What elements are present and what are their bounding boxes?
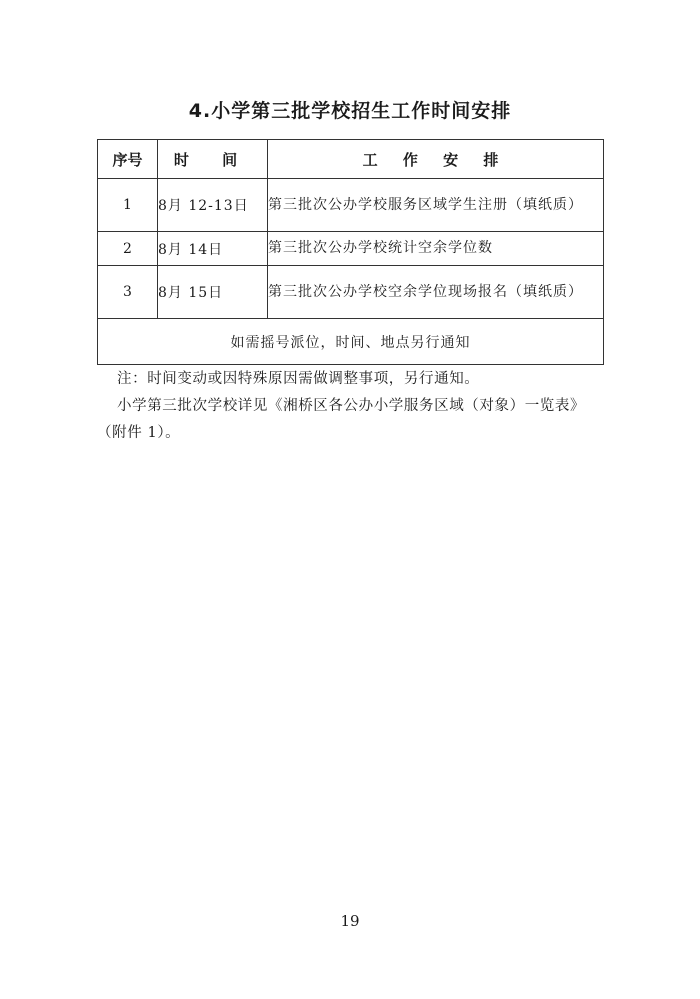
- row-time: 8月 12-13日: [158, 179, 268, 232]
- row-serial-number: 2: [98, 232, 158, 266]
- note-line-3: （附件 1）。: [97, 425, 181, 441]
- header-serial-number: 序号: [98, 140, 158, 179]
- header-work-arrangement: 工 作 安 排: [268, 140, 604, 179]
- schedule-table: [97, 139, 604, 365]
- table-row: [98, 266, 604, 319]
- page-number: 19: [340, 912, 360, 930]
- table-footer-row: [98, 319, 604, 365]
- header-time: 时 间: [158, 140, 268, 179]
- row-serial-number: 3: [98, 266, 158, 319]
- note-line-1: 注：时间变动或因特殊原因需做调整事项，另行通知。: [117, 371, 480, 387]
- table-row: [98, 179, 604, 232]
- row-work: 第三批次公办学校空余学位现场报名（填纸质）: [268, 266, 604, 319]
- row-work: 第三批次公办学校服务区域学生注册（填纸质）: [268, 179, 604, 232]
- row-time: 8月 15日: [158, 266, 268, 319]
- table-footer-note: 如需摇号派位，时间、地点另行通知: [98, 319, 604, 365]
- table-row: [98, 232, 604, 266]
- document-title: 4.小学第三批学校招生工作时间安排: [188, 100, 512, 122]
- note-line-2: 小学第三批次学校详见《湘桥区各公办小学服务区域（对象）一览表》: [117, 398, 586, 414]
- row-time: 8月 14日: [158, 232, 268, 266]
- table-header-row: [98, 140, 604, 179]
- row-serial-number: 1: [98, 179, 158, 232]
- row-work: 第三批次公办学校统计空余学位数: [268, 232, 604, 266]
